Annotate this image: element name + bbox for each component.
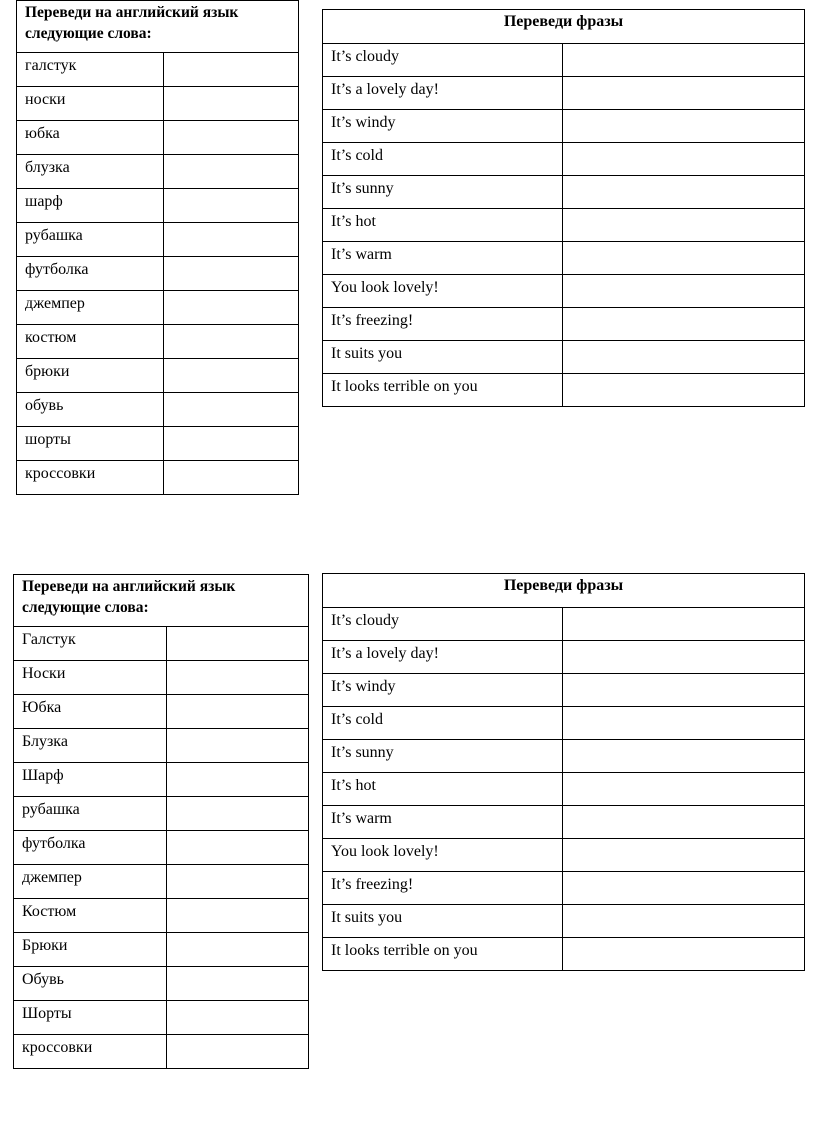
phrase-cell: It’s warm: [323, 806, 563, 839]
phrase-cell: It looks terrible on you: [323, 938, 563, 971]
answer-cell[interactable]: [164, 291, 299, 325]
phrase-cell: It’s windy: [323, 110, 563, 143]
table-row: [14, 933, 309, 967]
table-row: [14, 1001, 309, 1035]
answer-cell[interactable]: [563, 209, 805, 242]
table-row: [323, 44, 805, 77]
answer-cell[interactable]: [563, 341, 805, 374]
words-table-bottom: [13, 574, 309, 1069]
word-cell: футболка: [17, 257, 164, 291]
phrase-cell: It’s a lovely day!: [323, 641, 563, 674]
table-row: [323, 938, 805, 971]
table-row: [17, 393, 299, 427]
words-table-title: Переведи на английский язык следующие слова:: [17, 1, 299, 53]
phrase-cell: You look lovely!: [323, 275, 563, 308]
table-row: [14, 865, 309, 899]
table-row: [17, 155, 299, 189]
word-cell: Юбка: [14, 695, 167, 729]
answer-cell[interactable]: [563, 674, 805, 707]
answer-cell[interactable]: [167, 865, 309, 899]
answer-cell[interactable]: [563, 308, 805, 341]
answer-cell[interactable]: [164, 393, 299, 427]
table-row: [17, 87, 299, 121]
word-cell: Галстук: [14, 627, 167, 661]
answer-cell[interactable]: [563, 77, 805, 110]
table-row: [323, 674, 805, 707]
answer-cell[interactable]: [167, 899, 309, 933]
answer-cell[interactable]: [164, 155, 299, 189]
table-row: [323, 275, 805, 308]
answer-cell[interactable]: [563, 839, 805, 872]
table-row: [323, 308, 805, 341]
word-cell: костюм: [17, 325, 164, 359]
table-row: [323, 608, 805, 641]
answer-cell[interactable]: [563, 641, 805, 674]
table-row: [14, 797, 309, 831]
table-row: [323, 806, 805, 839]
word-cell: юбка: [17, 121, 164, 155]
answer-cell[interactable]: [164, 87, 299, 121]
answer-cell[interactable]: [164, 461, 299, 495]
phrase-cell: It’s warm: [323, 242, 563, 275]
word-cell: блузка: [17, 155, 164, 189]
word-cell: Блузка: [14, 729, 167, 763]
answer-cell[interactable]: [563, 740, 805, 773]
phrase-cell: It’s hot: [323, 209, 563, 242]
words-table-top: [16, 0, 299, 495]
table-row: [14, 661, 309, 695]
answer-cell[interactable]: [167, 627, 309, 661]
word-cell: кроссовки: [17, 461, 164, 495]
answer-cell[interactable]: [563, 773, 805, 806]
table-row: [323, 740, 805, 773]
table-row: [323, 773, 805, 806]
table-row: [323, 905, 805, 938]
phrase-cell: It’s a lovely day!: [323, 77, 563, 110]
word-cell: джемпер: [17, 291, 164, 325]
table-row: [323, 872, 805, 905]
answer-cell[interactable]: [164, 257, 299, 291]
answer-cell[interactable]: [563, 110, 805, 143]
phrase-cell: It suits you: [323, 341, 563, 374]
word-cell: обувь: [17, 393, 164, 427]
word-cell: Носки: [14, 661, 167, 695]
answer-cell[interactable]: [167, 763, 309, 797]
word-cell: Шарф: [14, 763, 167, 797]
table-row: [17, 53, 299, 87]
phrase-cell: It’s hot: [323, 773, 563, 806]
table-row: [323, 209, 805, 242]
phrases-table-title: Переведи фразы: [323, 10, 805, 44]
answer-cell[interactable]: [563, 275, 805, 308]
answer-cell[interactable]: [167, 933, 309, 967]
answer-cell[interactable]: [563, 872, 805, 905]
table-row: [17, 359, 299, 393]
phrases-table-bottom: [322, 573, 805, 971]
word-cell: рубашка: [17, 223, 164, 257]
phrase-cell: It’s cloudy: [323, 608, 563, 641]
word-cell: брюки: [17, 359, 164, 393]
phrase-cell: It’s freezing!: [323, 308, 563, 341]
table-row: [14, 763, 309, 797]
word-cell: галстук: [17, 53, 164, 87]
table-row: [14, 831, 309, 865]
phrase-cell: It’s cold: [323, 707, 563, 740]
table-row: [323, 707, 805, 740]
table-row: [14, 1035, 309, 1069]
phrase-cell: It looks terrible on you: [323, 374, 563, 407]
answer-cell[interactable]: [167, 661, 309, 695]
answer-cell[interactable]: [164, 359, 299, 393]
table-row: [323, 176, 805, 209]
table-row: [323, 77, 805, 110]
answer-cell[interactable]: [164, 325, 299, 359]
table-row: [17, 291, 299, 325]
word-cell: носки: [17, 87, 164, 121]
word-cell: кроссовки: [14, 1035, 167, 1069]
table-row: [323, 341, 805, 374]
table-row: [323, 110, 805, 143]
table-row: [323, 374, 805, 407]
word-cell: шарф: [17, 189, 164, 223]
answer-cell[interactable]: [167, 729, 309, 763]
word-cell: Костюм: [14, 899, 167, 933]
answer-cell[interactable]: [563, 806, 805, 839]
phrase-cell: It suits you: [323, 905, 563, 938]
answer-cell[interactable]: [563, 44, 805, 77]
table-row: [14, 899, 309, 933]
table-row: [14, 695, 309, 729]
word-cell: шорты: [17, 427, 164, 461]
phrases-table-top: [322, 9, 805, 407]
words-table-title: Переведи на английский язык следующие слова:: [14, 575, 309, 627]
table-row: [17, 461, 299, 495]
answer-cell[interactable]: [563, 905, 805, 938]
table-row: [323, 839, 805, 872]
table-row: [323, 143, 805, 176]
answer-cell[interactable]: [563, 176, 805, 209]
word-cell: футболка: [14, 831, 167, 865]
table-row: [17, 427, 299, 461]
phrase-cell: It’s sunny: [323, 740, 563, 773]
table-row: [323, 641, 805, 674]
word-cell: Брюки: [14, 933, 167, 967]
phrase-cell: It’s sunny: [323, 176, 563, 209]
table-row: [14, 967, 309, 1001]
answer-cell[interactable]: [563, 608, 805, 641]
answer-cell[interactable]: [164, 427, 299, 461]
answer-cell[interactable]: [563, 374, 805, 407]
phrase-cell: It’s cloudy: [323, 44, 563, 77]
answer-cell[interactable]: [164, 223, 299, 257]
answer-cell[interactable]: [167, 967, 309, 1001]
table-row: [17, 325, 299, 359]
word-cell: Обувь: [14, 967, 167, 1001]
phrases-table-title: Переведи фразы: [323, 574, 805, 608]
answer-cell[interactable]: [167, 797, 309, 831]
phrase-cell: You look lovely!: [323, 839, 563, 872]
table-row: [17, 223, 299, 257]
phrase-cell: It’s windy: [323, 674, 563, 707]
answer-cell[interactable]: [167, 1001, 309, 1035]
answer-cell[interactable]: [167, 1035, 309, 1069]
phrase-cell: It’s cold: [323, 143, 563, 176]
table-row: [14, 729, 309, 763]
answer-cell[interactable]: [563, 707, 805, 740]
word-cell: джемпер: [14, 865, 167, 899]
answer-cell[interactable]: [563, 938, 805, 971]
table-row: [17, 189, 299, 223]
table-row: [17, 121, 299, 155]
word-cell: рубашка: [14, 797, 167, 831]
word-cell: Шорты: [14, 1001, 167, 1035]
table-row: [323, 242, 805, 275]
table-row: [17, 257, 299, 291]
answer-cell[interactable]: [164, 189, 299, 223]
phrase-cell: It’s freezing!: [323, 872, 563, 905]
answer-cell[interactable]: [563, 143, 805, 176]
answer-cell[interactable]: [164, 53, 299, 87]
table-row: [14, 627, 309, 661]
answer-cell[interactable]: [164, 121, 299, 155]
answer-cell[interactable]: [563, 242, 805, 275]
answer-cell[interactable]: [167, 695, 309, 729]
answer-cell[interactable]: [167, 831, 309, 865]
